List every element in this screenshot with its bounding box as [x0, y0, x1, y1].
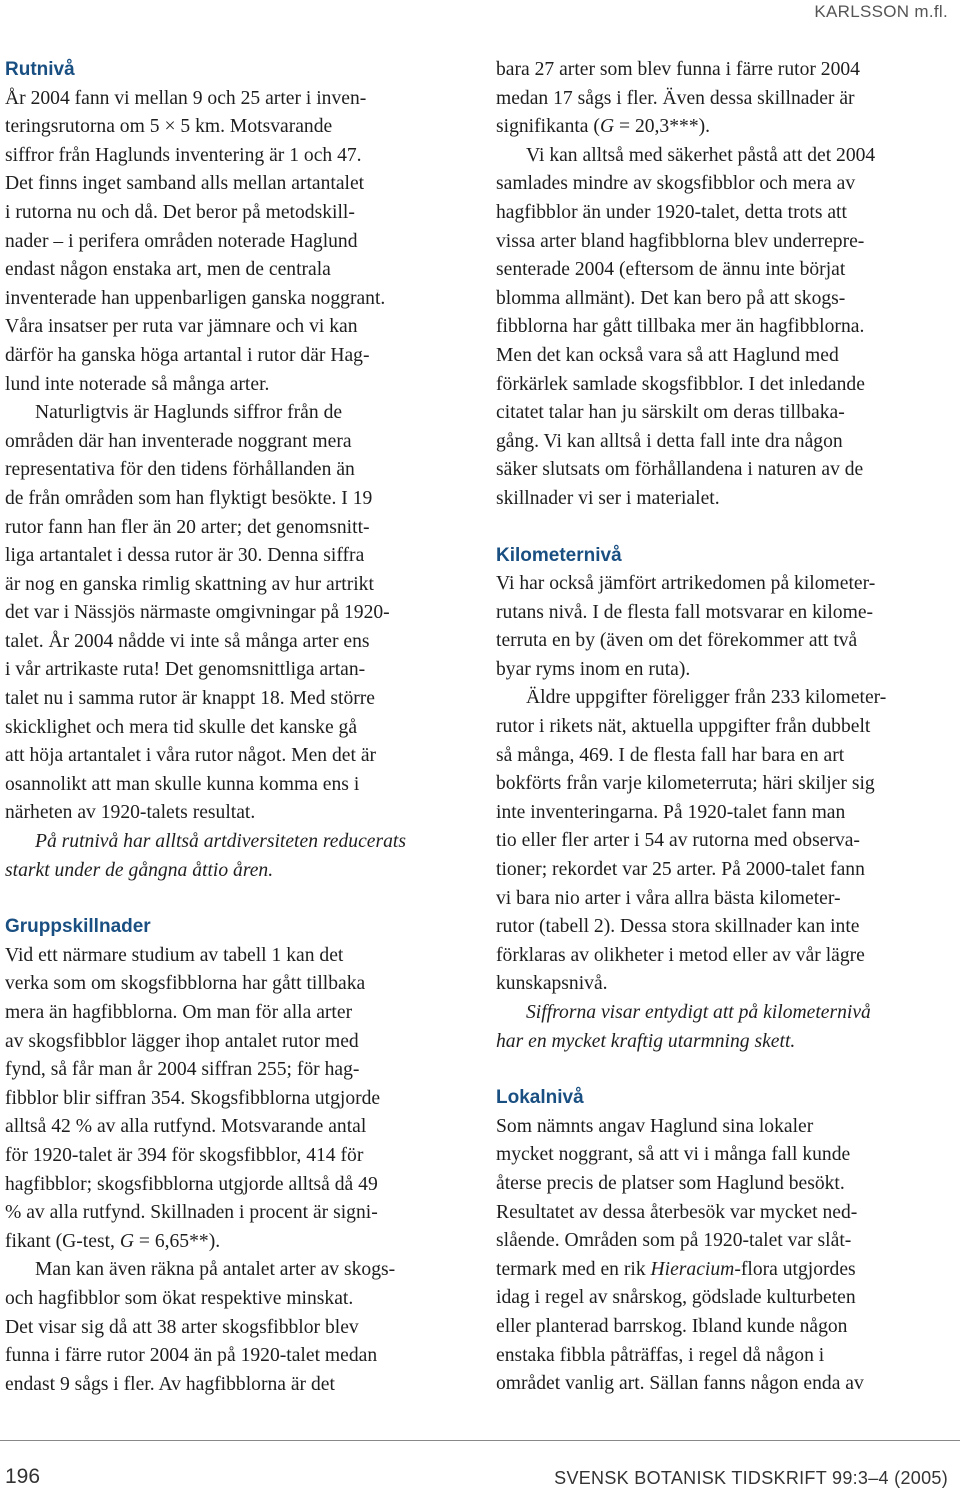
- text-line: närheten av 1920-talets resultat.: [5, 802, 256, 824]
- text-line: Vid ett närmare studium av tabell 1 kan det: [5, 944, 344, 966]
- text-line: citatet talar han ju särskilt om deras tillbaka-: [496, 402, 845, 424]
- hieracium-post: -flora utgjordes: [734, 1258, 856, 1280]
- text-line: skillnader vi ser i materialet.: [496, 487, 720, 509]
- text-line: återse precis de platser som Haglund besökt.: [496, 1172, 845, 1194]
- text-line: Men det kan också vara så att Haglund med: [496, 344, 839, 366]
- g-test-variable: G: [119, 1230, 134, 1252]
- text-line: Som nämnts angav Haglund sina lokaler: [496, 1115, 814, 1137]
- text-line: har en mycket kraftig utarmning skett.: [496, 1030, 796, 1052]
- text-line: senterade 2004 (eftersom de ännu inte börjat: [496, 259, 846, 281]
- g-test-2-post: = 20,3***).: [614, 116, 711, 138]
- text-line: Det visar sig då att 38 arter skogsfibblor blev: [5, 1316, 359, 1338]
- text-line: Siffrorna visar entydigt att på kilometernivå: [526, 1002, 871, 1023]
- text-line: talet nu i samma rutor är knappt 18. Med större: [5, 688, 376, 710]
- continued-paragraph: [496, 56, 956, 113]
- text-line: År 2004 fann vi mellan 9 och 25 arter i inven-: [5, 87, 367, 109]
- text-line: är nog en ganska rimlig skattning av hur artrikt: [5, 573, 374, 595]
- section-heading-kilometerniva: Kilometernivå: [496, 544, 622, 566]
- rutniva-paragraph-2: [5, 399, 455, 828]
- text-line: enstaka fibbla påträffas, i regel då någon i: [496, 1344, 825, 1366]
- g-test-post: = 6,65**).: [133, 1230, 221, 1252]
- text-line: Vi kan alltså med säkerhet påstå att det 2004: [526, 144, 876, 166]
- text-line: eller planterad barrskog. Ibland kunde någon: [496, 1315, 848, 1337]
- journal-citation: SVENSK BOTANISK TIDSKRIFT 99:3–4 (2005): [554, 1468, 948, 1488]
- text-line: bokförts från varje kilometerruta; häri skiljer sig: [496, 773, 875, 795]
- text-line: teringsrutorna om 5 × 5 km. Motsvarande: [5, 116, 333, 138]
- text-line: i vår artrikaste ruta! Det genomsnittliga artan-: [5, 659, 366, 681]
- text-line: förklaras av olikheter i metod eller av vår lägre: [496, 944, 865, 966]
- text-line: säker slutsats om förhållandena i naturen av de: [496, 459, 864, 481]
- hieracium-pre: termark med en rik: [496, 1258, 651, 1280]
- text-line: mera än hagfibblorna. Om man för alla arter: [5, 1002, 353, 1023]
- text-line: rutor fann han fler än 20 arter; det genomsnitt-: [5, 516, 370, 538]
- text-line: inte inventeringarna. På 1920-talet fann man: [496, 801, 846, 823]
- footer-rule: [0, 1440, 960, 1441]
- text-line: rutor (tabell 2). Dessa stora skillnader kan inte: [496, 916, 860, 938]
- text-line: rutor i rikets nät, aktuella uppgifter från dubbelt: [496, 716, 871, 738]
- g-test-pre: fikant (G-test,: [5, 1230, 120, 1252]
- text-line: områden där han inventerade noggrant mera: [5, 430, 352, 452]
- text-line: det var i Nässjös närmaste omgivningar på 1920-: [5, 602, 390, 624]
- text-line: endast någon enstaka art, men de centrala: [5, 259, 331, 281]
- text-line: vissa arter bland hagfibblorna blev underrepre-: [496, 230, 865, 252]
- text-line: inventerade han uppenbarligen ganska noggrant.: [5, 287, 386, 309]
- text-line: mycket noggrant, så att vi i många fall kunde: [496, 1144, 851, 1166]
- text-line: verka som om skogsfibblorna har gått tillbaka: [5, 973, 366, 995]
- text-line: byar ryms inom en ruta).: [496, 658, 691, 680]
- g-test-line: [5, 1228, 455, 1257]
- text-line: lund inte noterade så många arter.: [5, 373, 270, 395]
- kilometerniva-conclusion: [496, 999, 956, 1056]
- section-heading-lokalniva: Lokalnivå: [496, 1087, 584, 1109]
- rutniva-conclusion: [5, 828, 455, 885]
- text-line: liga artantalet i dessa rutor är 30. Denna siffra: [5, 545, 365, 567]
- text-line: i rutorna nu och då. Det beror på metodskill-: [5, 201, 355, 223]
- left-column: [5, 56, 455, 1399]
- kilometerniva-paragraph-1: [496, 570, 956, 684]
- text-line: Man kan även räkna på antalet arter av skogs-: [35, 1259, 396, 1281]
- text-line: och hagfibblor som ökat respektive minskat.: [5, 1287, 354, 1309]
- text-line: nader – i perifera områden noterade Haglund: [5, 230, 358, 252]
- text-line: att höja artantalet i våra rutor något. Men det är: [5, 745, 377, 767]
- text-line: de från områden som han flyktigt besökte. I 19: [5, 487, 373, 509]
- text-line: rutans nivå. I de flesta fall motsvarar en kilome-: [496, 601, 874, 623]
- rutniva-paragraph-1: [5, 85, 455, 400]
- text-line: Vi har också jämfört artrikedomen på kilometer-: [496, 573, 876, 595]
- text-line: fynd, så får man år 2004 siffran 255; för hag-: [5, 1059, 360, 1081]
- text-line: Resultatet av dessa återbesök var mycket ned-: [496, 1201, 858, 1223]
- lokalniva-paragraph-1: [496, 1113, 956, 1256]
- text-line: skicklighet och mera tid skulle det kanske gå: [5, 716, 358, 738]
- section-gap: [496, 1056, 956, 1084]
- text-line: kunskapsnivå.: [496, 973, 608, 995]
- g-test-2-pre: signifikanta (: [496, 116, 600, 138]
- text-line: Våra insatser per ruta var jämnare och vi kan: [5, 316, 358, 338]
- text-line: medan 17 sågs i fler. Även dessa skillnader är: [496, 87, 855, 109]
- text-line: så många, 469. I de flesta fall har bara en art: [496, 744, 845, 766]
- text-line: samlades mindre av skogsfibblor och mera av: [496, 173, 856, 195]
- page-number: 196: [5, 1465, 41, 1488]
- section-gap: [496, 514, 956, 542]
- text-line: idag i regel av snårskog, gödslade kulturbeten: [496, 1287, 856, 1309]
- hieracium-line: [496, 1256, 956, 1285]
- gruppskillnader-paragraph-2: [5, 1256, 455, 1399]
- gruppskillnader-paragraph-1: [5, 942, 455, 1228]
- text-line: området vanlig art. Sällan fanns någon enda av: [496, 1373, 864, 1395]
- text-line: vi bara nio arter i våra allra bästa kilometer-: [496, 887, 841, 909]
- hieracium-genus: Hieracium: [650, 1258, 735, 1280]
- text-line: Naturligtvis är Haglunds siffror från de: [35, 402, 343, 424]
- text-line: därför ha ganska höga artantal i rutor där Hag-: [5, 344, 370, 366]
- text-line: På rutnivå har alltså artdiversiteten reducerats: [35, 831, 406, 853]
- text-line: tio eller fler arter i 54 av rutorna med observa-: [496, 830, 860, 852]
- text-line: endast 9 sågs i fler. Av hagfibblorna är det: [5, 1373, 335, 1395]
- section-gap: [5, 885, 455, 913]
- text-line: % av alla rutfynd. Skillnaden i procent är signi-: [5, 1202, 378, 1224]
- g-test-line-2: [496, 113, 956, 142]
- text-line: av skogsfibblor lägger ihop antalet rutor med: [5, 1030, 359, 1052]
- text-line: siffror från Haglunds inventering är 1 och 47.: [5, 144, 362, 166]
- text-line: hagfibblor; skogsfibblorna utgjorde alltså då 49: [5, 1173, 378, 1195]
- text-line: fibblor blir siffran 354. Skogsfibblorna utgjorde: [5, 1087, 381, 1109]
- text-line: gång. Vi kan alltså i detta fall inte dra någon: [496, 430, 843, 452]
- text-line: bara 27 arter som blev funna i färre rutor 2004: [496, 59, 860, 80]
- text-line: tioner; rekordet var 25 arter. På 2000-talet fann: [496, 859, 865, 881]
- text-line: förkärlek samlade skogsfibblor. I det inledande: [496, 373, 865, 395]
- text-line: talet. År 2004 nådde vi inte så många arter ens: [5, 630, 370, 652]
- text-line: Det finns inget samband alls mellan artantalet: [5, 173, 365, 195]
- text-line: representativa för den tidens förhållanden än: [5, 459, 355, 481]
- text-line: osannolikt att man skulle kunna komma ens i: [5, 773, 360, 795]
- text-line: hagfibblor än under 1920-talet, detta trots att: [496, 201, 847, 223]
- text-line: funna i färre rutor 2004 än på 1920-talet medan: [5, 1345, 378, 1367]
- g-test-2-variable: G: [599, 116, 615, 138]
- lokalniva-paragraph-1-cont: [496, 1284, 956, 1398]
- text-line: terruta en by (även om det förekommer att två: [496, 630, 858, 652]
- running-head: KARLSSON m.fl.: [814, 2, 948, 21]
- right-column: [496, 56, 956, 1399]
- text-line: blomma allmänt). Det kan bero på att skogs-: [496, 287, 846, 309]
- text-line: fibblorna har gått tillbaka mer än hagfibblorna.: [496, 316, 865, 338]
- text-line: starkt under de gångna åttio åren.: [5, 859, 274, 881]
- right-paragraph-2: [496, 142, 956, 514]
- text-line: alltså 42 % av alla rutfynd. Motsvarande antal: [5, 1116, 367, 1138]
- text-line: slående. Områden som på 1920-talet var slåt-: [496, 1230, 852, 1252]
- kilometerniva-paragraph-2: [496, 684, 956, 999]
- text-line: Äldre uppgifter föreligger från 233 kilometer-: [526, 687, 887, 709]
- section-heading-rutniva: Rutnivå: [5, 59, 75, 80]
- section-heading-gruppskillnader: Gruppskillnader: [5, 916, 151, 938]
- text-line: för 1920-talet är 394 för skogsfibblor, 414 för: [5, 1144, 364, 1166]
